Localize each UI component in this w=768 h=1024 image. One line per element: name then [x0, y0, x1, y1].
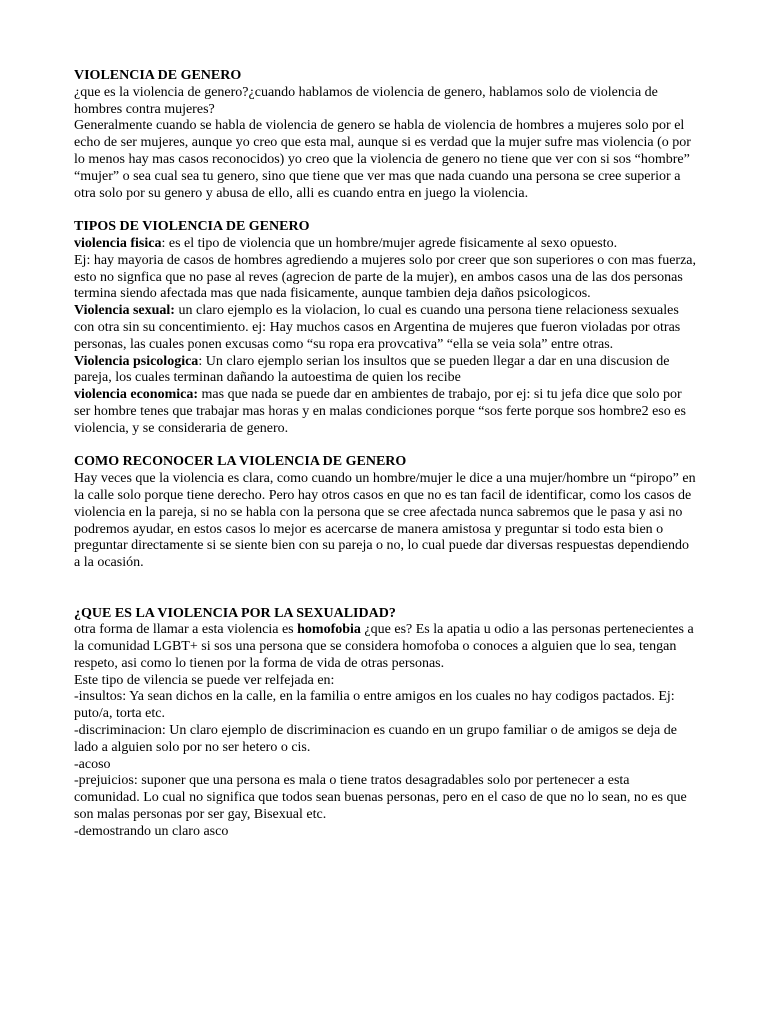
list-item-prejuicios: -prejuicios: suponer que una persona es mala o tiene tratos desagradables solo por pertenecer a esta comunidad. Lo cual no significa que todos sean buenas personas, pero en el caso de que no lo sean, no es que son malas personas por ser gay, Bisexual etc.	[74, 773, 687, 823]
intro-answer: Generalmente cuando se habla de violencia de genero se habla de violencia de hombres a mujeres solo por el echo de ser mujeres, aunque yo creo que esta mal, aunque si es verdad que la mujer sufre mas violencia (o por lo menos hay mas casos reconocidos) yo creo que la violencia de genero no tiene que ver con si sos “hombre” “mujer” o sea cual sea tu genero, sino que tiene que ver mas que nada cuando una persona se cree superior a otra solo por su genero y abusa de ello, alli es cuando entra en juego la violencia.	[74, 118, 691, 201]
section-heading-tipos: TIPOS DE VIOLENCIA DE GENERO	[74, 219, 310, 235]
text-homofobia-after: ¿que es? Es la apatia u odio a las personas pertenecientes a la comunidad LGBT+ si sos una persona que se considera homofoba o conoces a alguien que lo sea, tengan respeto, asi como lo tienen por la forma de vida de otras personas.	[74, 622, 694, 671]
spacer	[74, 202, 696, 219]
text-violencia-sexual: un claro ejemplo es la violacion, lo cual es cuando una persona tiene relacioness sexuales con otra sin su concentimiento. ej: Hay muchos casos en Argentina de mujeres que fueron violadas por otras personas, las cuales ponen excusas como “su ropa era provcativa” “ella se veia sola” entre otras.	[74, 303, 681, 352]
term-violencia-economica: violencia economica:	[74, 387, 199, 403]
text-homofobia-before: otra forma de llamar a esta violencia es	[74, 622, 298, 638]
list-item-discriminacion: -discriminacion: Un claro ejemplo de discriminacion es cuando en un grupo familiar o de amigos se deja de lado a alguien solo por no ser hetero o cis.	[74, 723, 677, 755]
section-heading-violencia-de-genero: VIOLENCIA DE GENERO	[74, 68, 242, 83]
term-violencia-psicologica: Violencia psicologica	[74, 353, 199, 369]
paragraph-homofobia	[74, 622, 696, 672]
list-item-asco: -demostrando un claro asco	[74, 823, 229, 839]
list-item-insultos: -insultos: Ya sean dichos en la calle, en la familia o entre amigos en los cuales no hay codigos pactados. Ej: puto/a, torta etc.	[74, 689, 675, 722]
paragraph-violencia-fisica	[74, 236, 696, 253]
term-violencia-sexual: Violencia sexual:	[74, 303, 175, 319]
section-heading-como-reconocer: COMO RECONOCER LA VIOLENCIA DE GENERO	[74, 454, 407, 470]
document-page	[74, 68, 696, 841]
term-violencia-fisica: violencia fisica	[74, 235, 162, 251]
paragraph-fisica-example: Ej: hay mayoria de casos de hombres agrediendo a mujeres solo por creer que son superiores o con mas fuerza, esto no signfica que no pase al reves (agrecion de parte de la mujer), en ambos casos una de las dos personas termina siendo afectada mas que nada fisicamente, aunque tambien deja daños psicologicos.	[74, 252, 697, 302]
spacer	[74, 572, 696, 606]
section-heading-sexualidad: ¿QUE ES LA VIOLENCIA POR LA SEXUALIDAD?	[74, 605, 396, 621]
paragraph-violencia-psicologica	[74, 354, 696, 388]
term-homofobia: homofobia	[297, 622, 361, 638]
list-intro: Este tipo de vilencia se puede ver relfejada en:	[74, 672, 335, 688]
paragraph-violencia-economica	[74, 387, 696, 437]
paragraph-como-reconocer: Hay veces que la violencia es clara, como cuando un hombre/mujer le dice a una mujer/hombre un “piropo” en la calle solo porque tiene derecho. Pero hay otros casos en que no es tan facil de identificar, como los casos de violencia en la pareja, si no se habla con la persona que se cree afectada nunca sabremos que le pasa y asi no podremos ayudar, en estos casos lo mejor es acercarse de manera amistosa y preguntar si todo esta bien o preguntar directamente si se siente bien con su pareja o no, lo cual puede dar diversas respuestas dependiendo a la ocasión.	[74, 471, 696, 571]
spacer	[74, 438, 696, 455]
list-item-acoso: -acoso	[74, 756, 111, 772]
paragraph-violencia-sexual	[74, 303, 696, 353]
text-violencia-fisica: : es el tipo de violencia que un hombre/mujer agrede fisicamente al sexo opuesto.	[161, 235, 618, 251]
intro-question: ¿que es la violencia de genero?¿cuando hablamos de violencia de genero, hablamos solo de violencia de hombres contra mujeres?	[74, 84, 658, 117]
text-violencia-psicologica: : Un claro ejemplo serian los insultos que se pueden llegar a dar en una discusion de pareja, los cuales terminan dañando la autoestima de quien los recibe	[74, 353, 670, 386]
text-violencia-economica: mas que nada se puede dar en ambientes de trabajo, por ej: si tu jefa dice que solo por ser hombre tenes que trabajar mas horas y en malas condiciones porque “sos ferte porque sos hombre2 eso es violencia, y se consideraria de genero.	[74, 387, 686, 436]
